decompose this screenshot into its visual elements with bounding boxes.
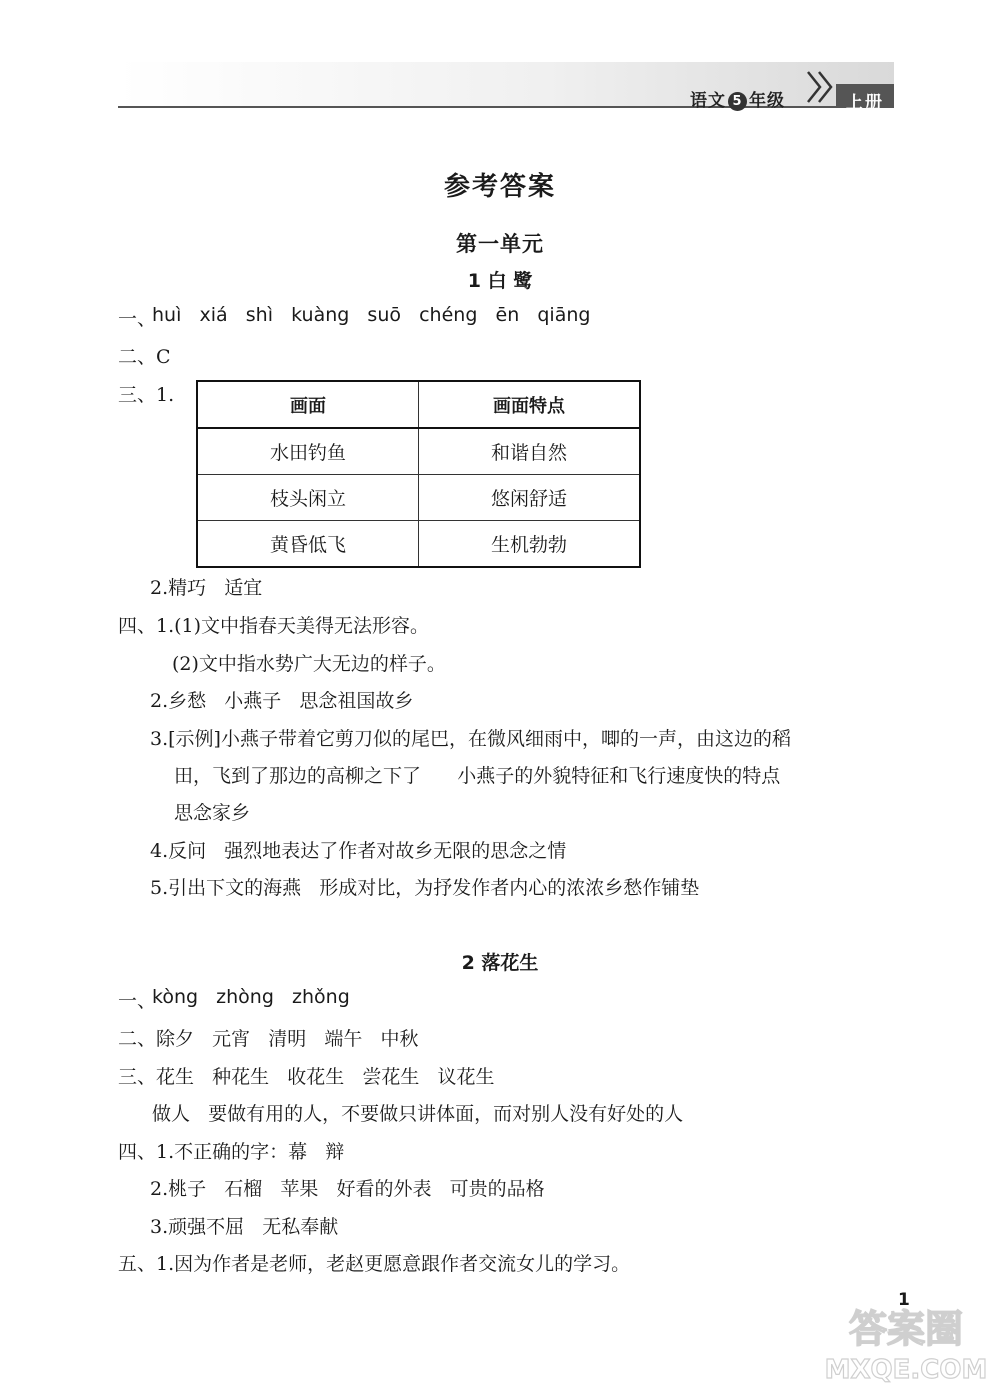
lesson2-q4-2: 2.桃子 石榴 苹果 好看的外表 可贵的品格: [150, 1178, 545, 1200]
lesson2-heading: 2 落花生: [461, 952, 539, 974]
table-header-feature: 画面特点: [419, 381, 641, 428]
lesson1-q4-4: 4.反问 强烈地表达了作者对故乡无限的思念之情: [150, 840, 567, 862]
table-row: [197, 475, 640, 521]
lesson1-q1-pinyin: huì xiá shì kuàng suō chéng ēn qiāng: [152, 304, 591, 326]
lesson1-q4-1b: (2)文中指水势广大无边的样子。: [172, 653, 446, 675]
table-row: [197, 521, 640, 568]
lesson1-q4-3c: 思念家乡: [174, 802, 251, 824]
header-volume: 上册: [846, 93, 884, 113]
lesson2-q1-label: 一、: [118, 990, 157, 1012]
header-subject: 语文 5 年级: [690, 91, 785, 111]
lesson1-q4-3b: 田，飞到了那边的高柳之下了 小燕子的外貌特征和飞行速度快的特点: [174, 765, 781, 787]
table-cell: 悠闲舒适: [419, 475, 641, 521]
page-title: 参考答案: [443, 172, 556, 202]
answer-table: [196, 380, 641, 568]
lesson1-q4-1a: 四、1.(1)文中指春天美得无法形容。: [118, 615, 430, 637]
watermark-text-top: 答案圈: [848, 1307, 964, 1351]
lesson1-q4-5: 5.引出下文的海燕 形成对比，为抒发作者内心的浓浓乡愁作铺垫: [150, 877, 700, 899]
lesson1-q1-label: 一、: [118, 308, 157, 330]
lesson1-heading: 1 白 鹭: [467, 270, 533, 292]
lesson2-q4-3: 3.顽强不屈 无私奉献: [150, 1216, 339, 1238]
table-header-scene: 画面: [197, 381, 419, 428]
page-number: 1: [898, 1290, 910, 1310]
double-chevron-icon: [806, 70, 836, 104]
table-cell: 枝头闲立: [197, 475, 419, 521]
table-cell: 水田钓鱼: [197, 428, 419, 475]
lesson2-q5-1: 五、1.因为作者是老师，老赵更愿意跟作者交流女儿的学习。: [118, 1253, 631, 1275]
grade-circle-badge: 5: [728, 92, 747, 111]
table-cell: 黄昏低飞: [197, 521, 419, 568]
lesson2-q4-1: 四、1.不正确的字：幕 辩: [118, 1141, 345, 1163]
table-row: [197, 428, 640, 475]
lesson1-q3-2: 2.精巧 适宜: [150, 577, 263, 599]
lesson1-q4-3a: 3.[示例]小燕子带着它剪刀似的尾巴，在微风细雨中，唧的一声，由这边的稻: [150, 728, 791, 750]
lesson1-q3-label: 三、1.: [118, 384, 175, 406]
lesson2-q3a: 三、花生 种花生 收花生 尝花生 议花生: [118, 1066, 495, 1088]
table-cell: 和谐自然: [419, 428, 641, 475]
lesson2-q2: 二、除夕 元宵 清明 端午 中秋: [118, 1028, 419, 1050]
lesson1-q2: 二、C: [118, 346, 171, 368]
unit-title: 第一单元: [456, 232, 544, 256]
lesson2-q1-pinyin: kòng zhòng zhǒng: [152, 986, 350, 1008]
watermark-logo: [818, 1300, 994, 1385]
lesson2-q3b: 做人 要做有用的人，不要做只讲体面，而对别人没有好处的人: [152, 1103, 684, 1125]
lesson1-q4-2: 2.乡愁 小燕子 思念祖国故乡: [150, 690, 414, 712]
watermark-text-bottom: MXQE.COM: [824, 1355, 988, 1385]
table-cell: 生机勃勃: [419, 521, 641, 568]
